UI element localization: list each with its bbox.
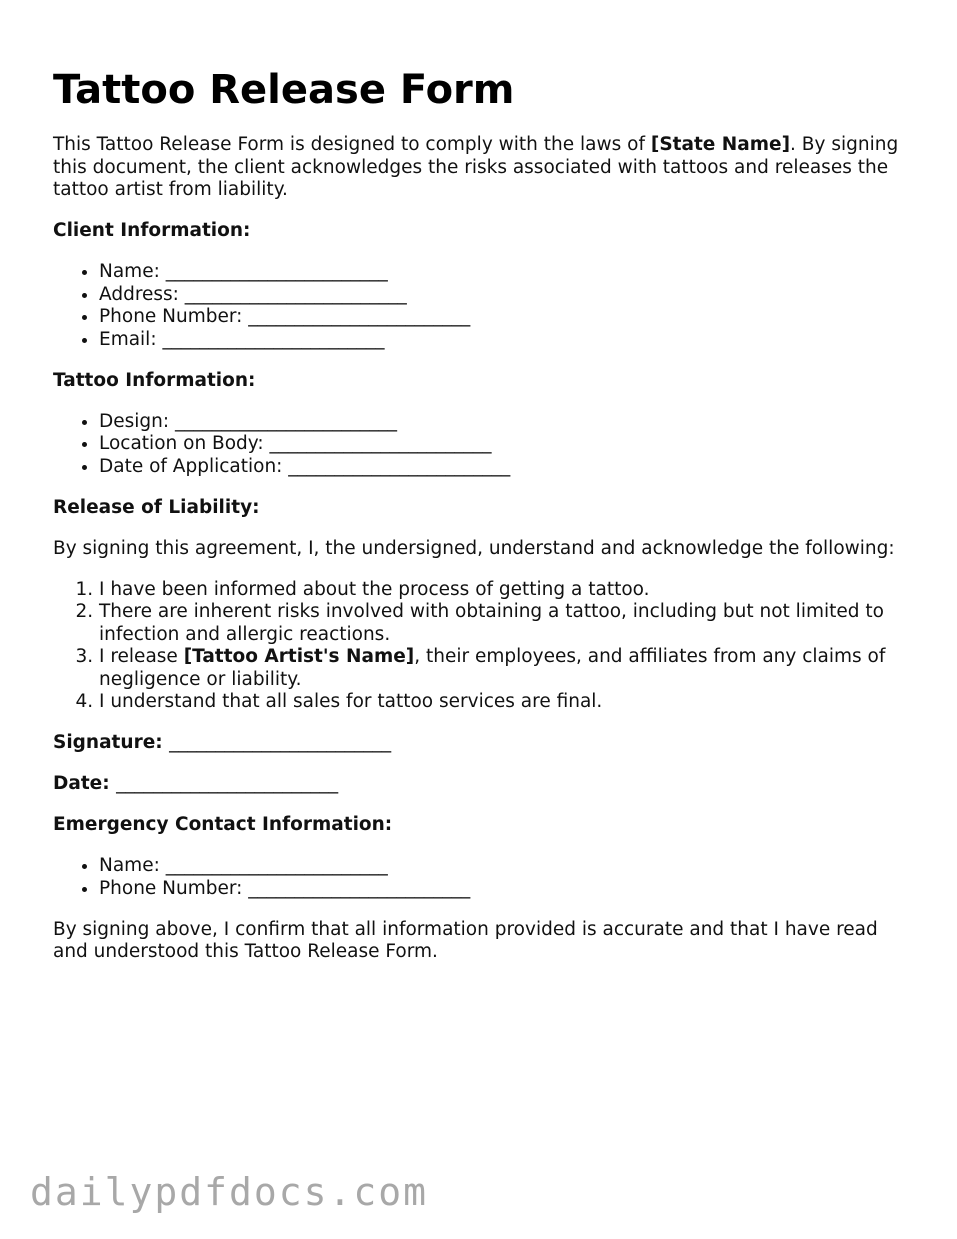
tattoo-design-field[interactable]: • Design: ________________________	[99, 411, 913, 434]
blank-line: ________________________	[248, 306, 471, 327]
closing-paragraph: By signing above, I confirm that all information provided is accurate and that I have read and understood this Tattoo Release Form.	[53, 918, 878, 962]
signature-label: Signature:	[53, 732, 170, 753]
client-name-field[interactable]: • Name: ________________________	[99, 261, 913, 284]
artist-name-placeholder: [Tattoo Artist's Name]	[183, 646, 415, 667]
blank-line: ________________________	[175, 410, 397, 432]
blank-line: ________________________	[184, 283, 407, 305]
release-lead: By signing this agreement, I, the undersigned, understand and acknowledge the following:	[53, 537, 895, 559]
release-term-1: 1. I have been informed about the process of getting a tattoo.	[99, 579, 913, 602]
date-label: Date:	[53, 773, 117, 794]
client-info-list	[53, 261, 913, 351]
release-term-2: 2. There are inherent risks involved with obtaining a tattoo, including but not limited to infection and allergic reactions.	[99, 601, 913, 646]
tattoo-info-heading: Tattoo Information:	[53, 369, 256, 391]
blank-line: ________________________	[288, 455, 511, 477]
watermark: dailypdfdocs.com	[30, 1170, 429, 1214]
blank-line: ________________________	[162, 328, 385, 350]
emergency-name-field[interactable]: • Name: ________________________	[99, 855, 913, 878]
client-info-heading: Client Information:	[53, 220, 251, 241]
tattoo-date-field[interactable]: • Date of Application: ________________________	[99, 456, 913, 479]
document-page	[53, 62, 913, 982]
release-term-4: 4. I understand that all sales for tattoo services are final.	[99, 691, 913, 714]
emergency-heading: Emergency Contact Information:	[53, 814, 393, 835]
release-terms-list	[53, 579, 913, 714]
client-email-field[interactable]: • Email: ________________________	[99, 329, 913, 352]
state-name-placeholder: [State Name]	[650, 134, 791, 155]
release-heading: Release of Liability:	[53, 496, 260, 518]
client-phone-field[interactable]: • Phone Number: ________________________	[99, 306, 913, 329]
release-term-3: 3. I release [Tattoo Artist's Name], their employees, and affiliates from any claims of negligence or liability.	[99, 646, 913, 691]
intro-text-after: . By signing this document, the client acknowledges the risks associated with tattoos and releases the tattoo artist from liability.	[53, 134, 899, 200]
client-address-field[interactable]: • Address: ________________________	[99, 284, 913, 307]
blank-line: ________________________	[269, 433, 492, 454]
emergency-list	[53, 855, 913, 900]
signature-field[interactable]	[53, 732, 913, 755]
tattoo-info-list	[53, 411, 913, 479]
blank-line: ________________________	[116, 773, 339, 794]
blank-line: ________________________	[165, 261, 388, 282]
intro-paragraph	[53, 134, 913, 202]
page-title: Tattoo Release Form	[53, 67, 515, 113]
tattoo-location-field[interactable]: • Location on Body: ________________________	[99, 433, 913, 456]
date-field[interactable]	[53, 773, 913, 796]
blank-line: ________________________	[248, 877, 471, 899]
emergency-phone-field[interactable]: • Phone Number: ________________________	[99, 878, 913, 901]
blank-line: ________________________	[165, 855, 388, 876]
intro-text-before: This Tattoo Release Form is designed to comply with the laws of	[53, 134, 651, 155]
blank-line: ________________________	[169, 732, 392, 753]
